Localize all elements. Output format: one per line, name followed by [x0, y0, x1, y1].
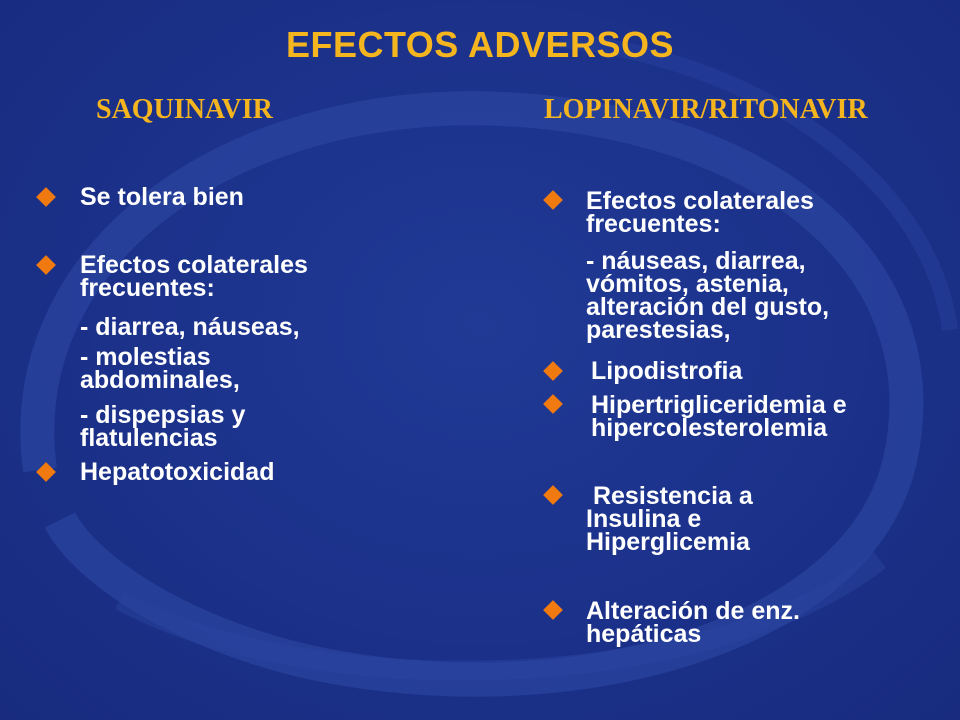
left-subitem-diarrea: - diarrea, náuseas, [80, 313, 300, 341]
right-item-lipodistrofia: Lipodistrofia [591, 357, 743, 385]
left-item-efectos: Efectos colaterales frecuentes: [80, 251, 308, 302]
column-heading-saquinavir: SAQUINAVIR [96, 94, 273, 125]
left-subitem-molestias: - molestias abdominales, [80, 343, 240, 394]
right-subitem-nauseas: - náuseas, diarrea, vómitos, astenia, alteración del gusto, parestesias, [586, 247, 830, 344]
right-item-efectos: Efectos colaterales frecuentes: [586, 187, 814, 238]
right-item-resistencia: Resistencia a Insulina e Hiperglicemia [586, 482, 760, 556]
column-heading-lopinavir-ritonavir: LOPINAVIR/RITONAVIR [544, 94, 868, 125]
left-subitem-dispepsias: - dispepsias y flatulencias [80, 401, 246, 452]
slide-title: EFECTOS ADVERSOS [285, 24, 675, 65]
left-item-tolera: Se tolera bien [80, 183, 244, 211]
right-item-alteracion: Alteración de enz. hepáticas [586, 597, 800, 648]
right-item-hipertrigliceridemia: Hipertrigliceridemia e hipercolesterolemia [591, 391, 847, 442]
left-item-hepatotoxicidad: Hepatotoxicidad [80, 458, 275, 486]
